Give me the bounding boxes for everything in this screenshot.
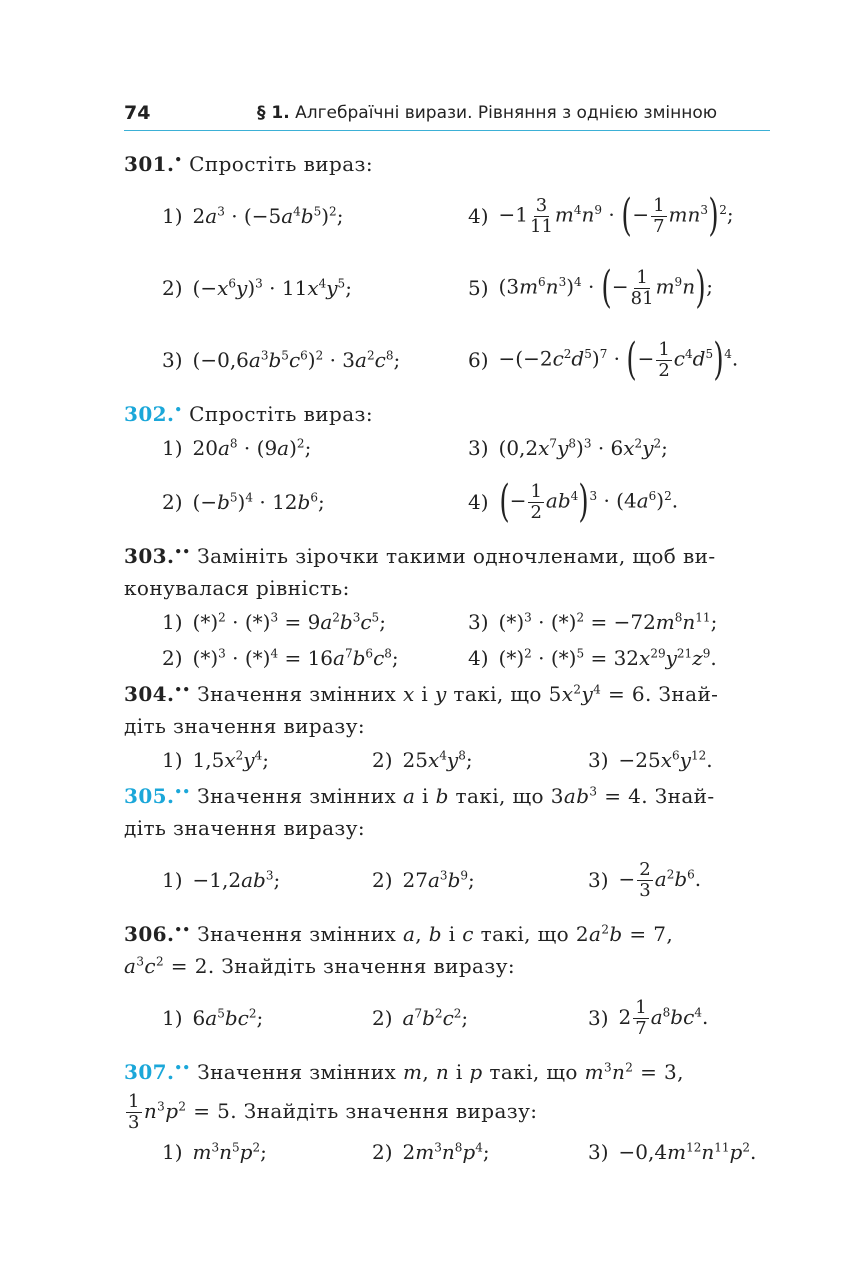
list-item: 2) $(*)^3 \cdot (*)^4 = 16a^7b^6c^8$;: [162, 646, 399, 670]
list-item: 1) $6a^5bc^2$;: [162, 1006, 264, 1030]
exercise-number: 301.•: [124, 152, 183, 176]
exercise-text: конувалася рівність:: [124, 576, 350, 600]
list-item: 3) − $\frac{2}{3}$ $a^2b^6$.: [588, 858, 702, 901]
list-item: 1) $20a^8 \cdot (9a)^2$;: [162, 436, 312, 460]
exercise-list: [124, 148, 774, 1172]
exercise-301: [124, 148, 774, 396]
exercise-302: [124, 398, 774, 538]
list-item: 3) $-0,4m^{12}n^{11}p^2$.: [588, 1140, 757, 1164]
exercise-303: 303.•• Замініть зірочки такими одночленами, щоб ви- конувалася рівність: 1) $(*)^2 \cdot (*)^3 = 9a^2b^3c^5$; 3) $(*)^3 \cdot (*)^2 = -72m^8n^{11}$; 2) $(*)^3 \cdot (*)^4 = 16a^7b^6c^8$; 4) $(*)^2 \cdot (*)^5 = 32x^{29}y^{21}z^9$.: [124, 540, 774, 676]
page-header: [124, 100, 770, 131]
list-item: 2) $(-x^6y)^3 \cdot 11x^4y^5$;: [162, 276, 352, 300]
list-item: 2) $2m^3n^8p^4$;: [372, 1140, 490, 1164]
page-number: 74: [124, 102, 151, 124]
exercise-text: діть значення виразу:: [124, 714, 366, 738]
list-item: 3) $-25x^6y^{12}$.: [588, 748, 713, 772]
list-item: 2) $a^7b^2c^2$;: [372, 1006, 469, 1030]
list-item: 4) $(*)^2 \cdot (*)^5 = 32x^{29}y^{21}z^9$.: [468, 646, 717, 670]
exercise-304: 304.•• Значення змінних x і y такі, що $5x^2y^4 = 6$. Знай- діть значення виразу: 1) $1,5x^2y^4$; 2) $25x^4y^8$; 3) $-25x^6y^{12}$.: [124, 678, 774, 778]
list-item: 2) $25x^4y^8$;: [372, 748, 473, 772]
list-item: 1) $(*)^2 \cdot (*)^3 = 9a^2b^3c^5$;: [162, 610, 386, 634]
exercise-number: 304.••: [124, 682, 191, 706]
exercise-text: діть значення виразу:: [124, 816, 366, 840]
exercise-number: 302.•: [124, 402, 183, 426]
exercise-text: Спростіть вираз:: [189, 152, 373, 176]
list-item: 3) 2 $\frac{1}{7}$ $a^8bc^4$.: [588, 996, 709, 1039]
list-item: 5) $(3m^6n^3)^4$ · (− $\frac{1}{81}$ $m^9n$);: [468, 262, 713, 313]
list-item: 4) (− $\frac{1}{2}$ $ab^4)^3 \cdot (4a^6)^2$.: [468, 476, 679, 527]
list-item: 2) $27a^3b^9$;: [372, 868, 475, 892]
list-item: 3) $(-0,6a^3b^5c^6)^2 \cdot 3a^2c^8$;: [162, 348, 401, 372]
exercise-number: 307.••: [124, 1060, 191, 1084]
list-item: 1) $m^3n^5p^2$;: [162, 1140, 267, 1164]
list-item: 4) −1 $\frac{3}{11}$ $m^4n^9$ · (− $\frac{1}{7}$ $mn^3)^2$;: [468, 190, 734, 241]
exercise-number: 306.••: [124, 922, 191, 946]
exercise-number: 303.••: [124, 544, 191, 568]
exercise-305: 305.•• Значення змінних a і b такі, що $3ab^3 = 4$. Знай- діть значення виразу: 1) $-1,2ab^3$; 2) $27a^3b^9$; 3) − $\frac{2}{3}$ $a^2b^6$.: [124, 780, 774, 916]
section-title: § 1. Алгебраїчні вирази. Рівняння з однією змінною: [257, 103, 718, 123]
exercise-number: 305.••: [124, 784, 191, 808]
list-item: 3) $(*)^3 \cdot (*)^2 = -72m^8n^{11}$;: [468, 610, 718, 634]
list-item: 2) $(-b^5)^4 \cdot 12b^6$;: [162, 490, 325, 514]
list-item: 1) $-1,2ab^3$;: [162, 868, 281, 892]
list-item: 6) $-(-2c^2d^5)^7$ · (− $\frac{1}{2}$ $c^4d^5)^4$.: [468, 334, 739, 385]
list-item: 3) $(0,2x^7y^8)^3 \cdot 6x^2y^2$;: [468, 436, 668, 460]
list-item: 1) $2a^3 \cdot (-5a^4b^5)^2$;: [162, 204, 344, 228]
exercise-307: 307.•• Значення змінних m, n і p такі, що $m^3n^2 = 3$, $\frac{1}{3}$ $n^3p^2 = 5$. Знайдіть значення виразу: 1) $m^3n^5p^2$; 2) $2m^3n^8p^4$; 3) $-0,4m^{12}n^{11}p^2$.: [124, 1056, 774, 1170]
exercise-306: 306.•• Значення змінних a, b і c такі, що $2a^2b = 7$, $a^3c^2 = 2$. Знайдіть значення виразу: 1) $6a^5bc^2$; 2) $a^7b^2c^2$; 3) 2 $\frac{1}{7}$ $a^8bc^4$.: [124, 918, 774, 1054]
exercise-text: Спростіть вираз:: [189, 402, 373, 426]
list-item: 1) $1,5x^2y^4$;: [162, 748, 269, 772]
